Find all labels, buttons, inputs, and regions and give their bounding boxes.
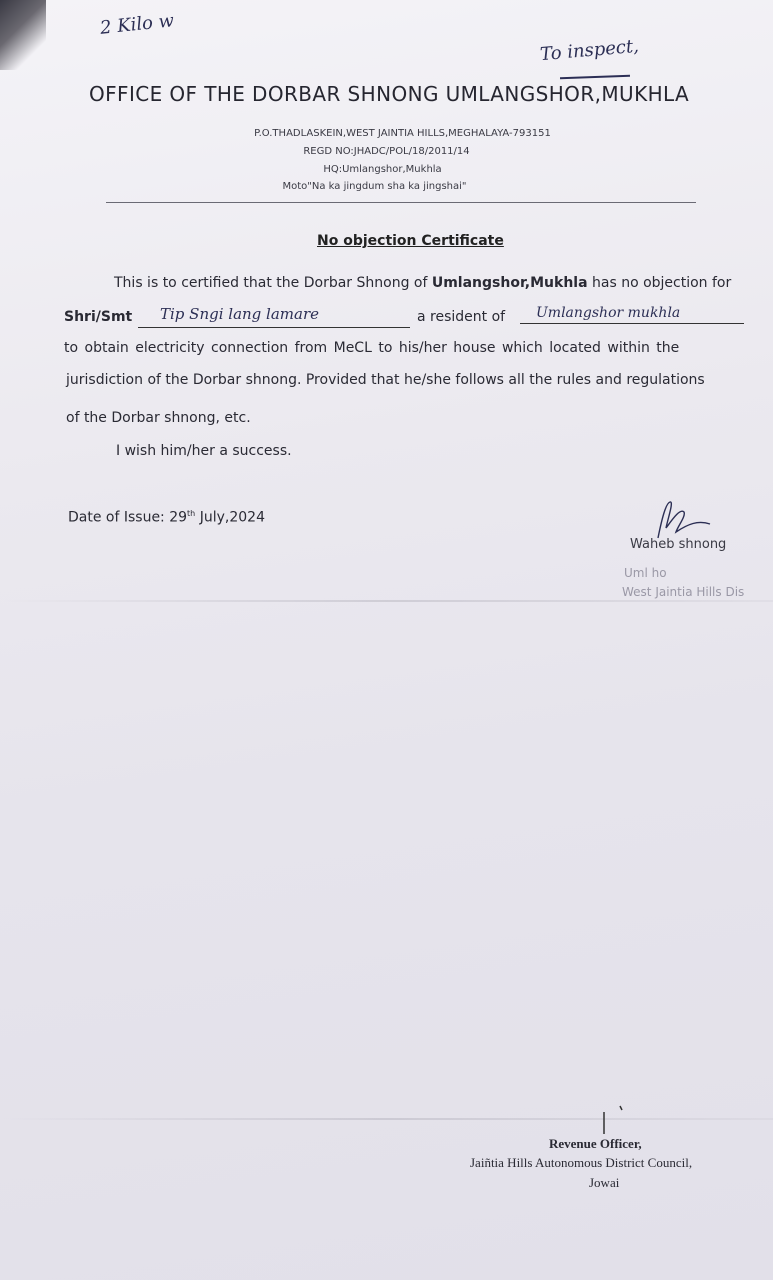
shri-smt-label: Shri/Smt xyxy=(64,309,133,325)
letterhead-address: P.O.THADLASKEIN,WEST JAINTIA HILLS,MEGHALAYA-793151 xyxy=(254,128,551,139)
endorsement-initial-mark xyxy=(596,1104,636,1138)
endorsement-location: Jowai xyxy=(589,1175,620,1190)
resident-place-line xyxy=(520,323,744,324)
endorsement-title: Revenue Officer, xyxy=(549,1136,642,1151)
faded-stamp-line-1: Uml ho xyxy=(624,566,667,580)
applicant-name: Tip Sngi lang lamare xyxy=(160,305,320,323)
paper-fold xyxy=(0,600,773,602)
handwritten-underline xyxy=(560,75,630,79)
resident-place: Umlangshor mukhla xyxy=(536,305,681,321)
certificate-line-1: This is to certified that the Dorbar Shnong of Umlangshor,Mukhla has no objection for xyxy=(114,275,732,291)
background-shadow xyxy=(0,0,46,70)
certificate-line-5: of the Dorbar shnong, etc. xyxy=(66,410,251,426)
date-of-issue: Date of Issue: 29th July,2024 xyxy=(68,509,265,526)
resident-of-label: a resident of xyxy=(417,309,506,325)
certificate-heading: No objection Certificate xyxy=(317,233,504,249)
letterhead-divider xyxy=(106,202,696,203)
endorsement-council: Jaiñtia Hills Autonomous District Council, xyxy=(470,1155,693,1170)
letterhead-regd: REGD NO:JHADC/POL/18/2011/14 xyxy=(303,146,470,157)
letterhead-motto: Moto"Na ka jingdum sha ka jingshai" xyxy=(282,181,467,192)
certificate-line-3: to obtain electricity connection from MeCL to his/her house which located within the xyxy=(64,340,680,356)
applicant-name-line xyxy=(138,327,410,328)
letterhead-hq: HQ:Umlangshor,Mukhla xyxy=(323,164,442,175)
handwritten-note-kilowatt: 2 Kilo w xyxy=(99,10,176,39)
paper-fold xyxy=(0,1118,773,1120)
certificate-line-4: jurisdiction of the Dorbar shnong. Provided that he/she follows all the rules and regulations xyxy=(66,372,705,388)
signatory-name: Waheb shnong xyxy=(630,537,727,552)
faded-stamp-line-2: West Jaintia Hills Dis xyxy=(622,585,745,599)
letterhead-title: OFFICE OF THE DORBAR SHNONG UMLANGSHOR,MUKHLA xyxy=(89,82,690,106)
wish-line: I wish him/her a success. xyxy=(116,443,292,459)
handwritten-note-inspect: To inspect, xyxy=(539,35,640,66)
